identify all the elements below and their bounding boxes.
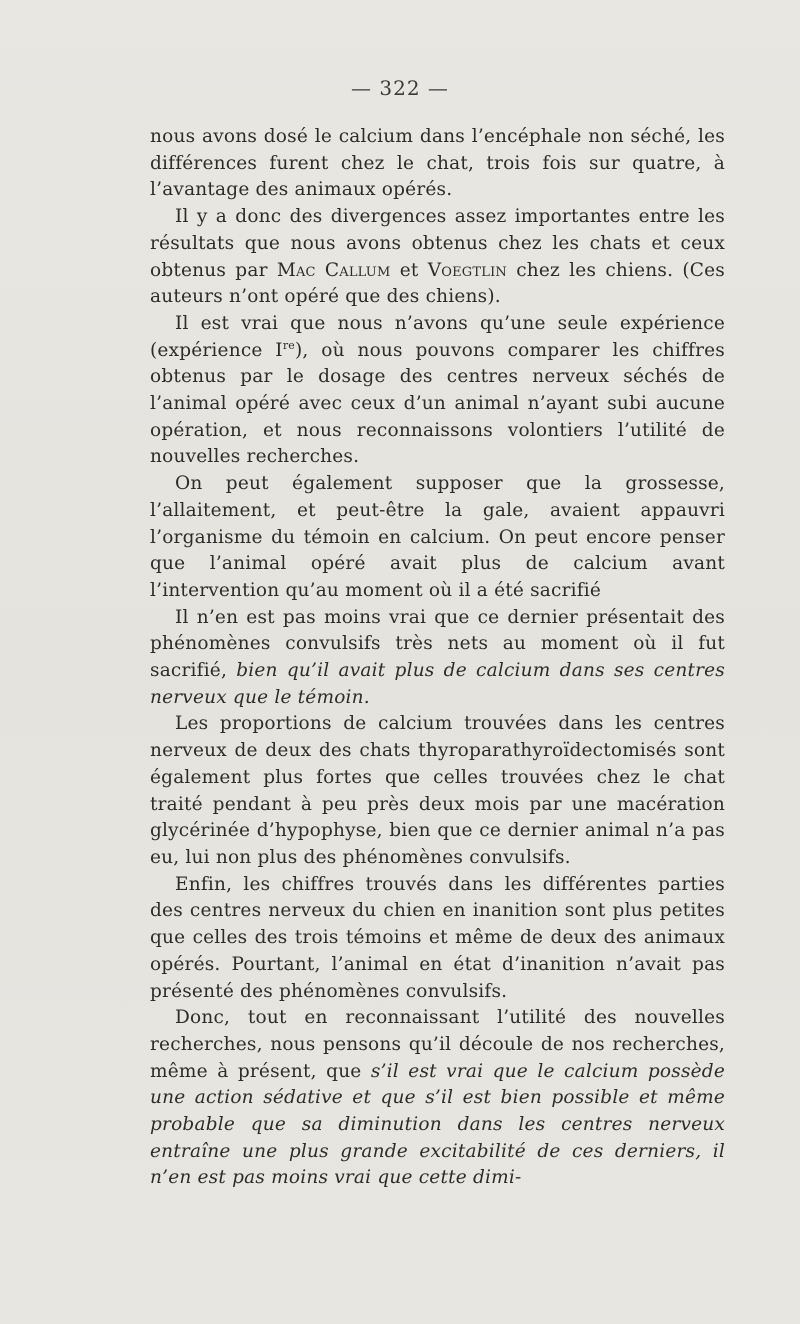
paragraph-5: [150, 605, 725, 712]
paragraph-1: nous avons dosé le calcium dans l’encéphale non séché, les différences furent chez le chat, trois fois sur quatre, à l’avantage des animaux opérés.: [150, 126, 725, 201]
paragraph-4: On peut également supposer que la grossesse, l’allaitement, et peut-être la gale, avaient appauvri l’organisme du témoin en calcium. On peut encore penser que l’animal opéré avait plus de calcium avant l’intervention qu’au moment où il a été sacrifié: [150, 473, 725, 601]
paragraph-2: [150, 204, 725, 311]
body-text: [150, 124, 725, 1192]
paragraph-6: Les proportions de calcium trouvées dans les centres nerveux de deux des chats thyroparathyroïdectomisés sont également plus fortes que celles trouvées chez le chat traité pendant à peu près deux mois par une macération glycérinée d’hypophyse, bien que ce dernier animal n’a pas eu, lui non plus des phénomènes convulsifs.: [150, 713, 725, 868]
paragraph-3-text-a: Il est vrai que nous n’avons qu’une seule expérience (expérience I: [150, 312, 725, 361]
ordinal-superscript: re: [282, 338, 295, 352]
paragraph-8-text-a: Donc, tout en reconnaissant l’utilité des nouvelles recherches, nous pensons qu’il découle de nos recherches, même à présent, que: [150, 1007, 725, 1082]
paragraph-2-text-a: Il y a donc des divergences assez importantes entre les résultats que nous avons obtenus chez les chats et ceux obtenus par: [150, 206, 725, 281]
page-number: — 322 —: [351, 76, 449, 100]
paragraph-8-italic: s’il est vrai que le calcium possède une action sédative et que s’il est bien possible et même probable que sa diminution dans les centres nerveux entraîne une plus grande excitabilité de ces derniers, il n’en est pas moins vrai que cette dimi-: [150, 1060, 725, 1189]
paragraph-5-text-a: Il n’en est pas moins vrai que ce dernier présentait des phénomènes convulsifs très nets au moment où il fut sacrifié,: [150, 606, 725, 682]
author-mac-callum: Mac Callum: [276, 259, 391, 281]
author-voegtlin: Voegtlin: [427, 259, 507, 281]
paragraph-5-italic: bien qu’il avait plus de calcium dans ses centres nerveux que le témoin.: [150, 660, 726, 708]
paragraph-2-text-c: chez les chiens. (Ces auteurs n’ont opéré que des chiens).: [150, 259, 725, 308]
paragraph-7: Enfin, les chiffres trouvés dans les différentes parties des centres nerveux du chien en inanition sont plus petites que celles des trois témoins et même de deux des animaux opérés. Pourtant, l’animal en état d’inanition n’avait pas présenté des phénomènes convulsifs.: [150, 873, 725, 1002]
paragraph-2-text-b: et: [390, 259, 428, 281]
paragraph-3-text-b: ), où nous pouvons comparer les chiffres obtenus par le dosage des centres nerveux séchés de l’animal opéré avec ceux d’un animal n’ayant subi aucune opération, et nous reconnaissons volontiers l’utilité de nouvelles recherches.: [150, 339, 725, 468]
paragraph-3: [150, 311, 725, 471]
paragraph-8: [150, 1005, 725, 1192]
